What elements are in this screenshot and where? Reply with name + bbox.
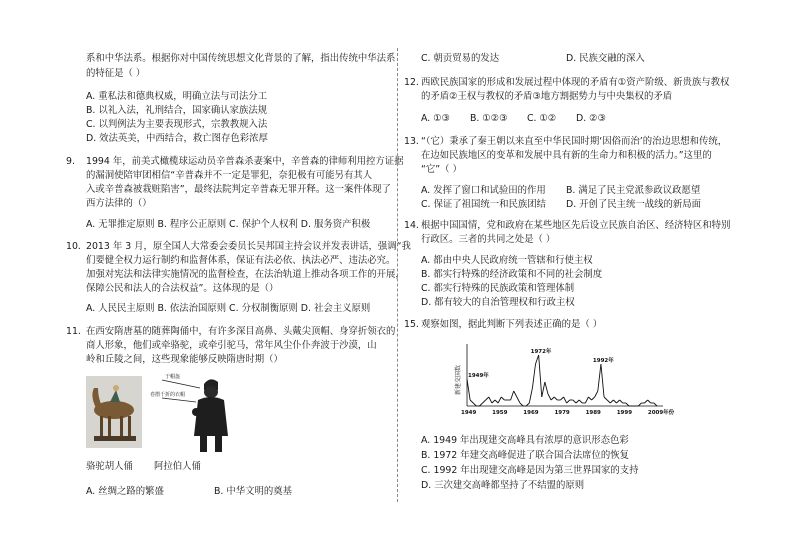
question-text: 在西安隋唐墓的随葬陶俑中，有许多深目高鼻、头戴尖顶帽、身穿折领衣的 (86, 326, 396, 337)
question-text: 西欧民族国家的形成和发展过程中体现的矛盾有①资产阶级、新贵族与教权 (421, 77, 730, 88)
series-line-segment (529, 388, 532, 403)
question-text: 岭和丘陵之间，这些现象能够反映隋唐时期（） (86, 354, 283, 365)
series-line-segment (498, 397, 501, 403)
option-b: B. 中华文明的奠基 (214, 486, 293, 497)
series-line-segment (551, 397, 554, 400)
option-c: C. 都实行特殊的民族政策和管理体制 (421, 283, 575, 294)
series-line-segment (613, 400, 616, 403)
question-text: 的矛盾②王权与教权的矛盾③地方割据势力与中央集权的矛盾 (421, 91, 673, 102)
question-text: 2013 年 3 月，原全国人大常委会委员长吴邦国主持会议并发表讲话，强调“我 (86, 241, 411, 252)
option-d: D. 开创了民主统一战线的新局面 (566, 199, 702, 210)
series-line-segment (598, 364, 601, 391)
series-line-segment (514, 391, 517, 397)
diplomatic-relations-chart (451, 340, 675, 418)
option-a: A. 1949 年出现建交高峰具有浓厚的意识形态色彩 (421, 435, 629, 446)
option-b: B. 满足了民主党派参政议政愿望 (566, 185, 701, 196)
series-line-segment (638, 403, 641, 406)
series-line-segment (470, 400, 473, 403)
option-a: A. 丝绸之路的繁盛 (86, 486, 164, 497)
question-text: 根据中国国情，党和政府在某些地区先后设立民族自治区、经济特区和特别 (421, 220, 731, 231)
peak-annotation: 1992年 (592, 358, 614, 364)
option-c: C. ①② (527, 113, 557, 124)
option-b: B. ①②③ (470, 113, 508, 124)
series-line-segment (517, 397, 520, 403)
series-line-segment (473, 403, 476, 406)
figure-caption: 骆驼胡人俑 (86, 461, 133, 472)
option-d: D. ②③ (576, 113, 606, 124)
question-options: A. 人民民主原则 B. 依法治国原则 C. 分权制衡原则 D. 社会主义原则 (86, 303, 371, 314)
series-line-segment (548, 394, 551, 400)
series-line-segment (479, 403, 482, 406)
question-text: 1994 年，前美式橄榄球运动员辛普森杀妻案中，辛普森的律师利用控方证据 (86, 156, 404, 167)
x-tick-label: 1989 (585, 410, 601, 416)
text-line: 系和中华法系。根据你对中国传统思想文化背景的了解，指出传统中华法系 (86, 53, 396, 64)
question-text: 的漏洞使陪审团相信“辛普森并不一定是罪犯，奈犯极有可能另有其人 (86, 170, 373, 181)
series-line-segment (542, 382, 545, 397)
option-d: D. 民族交融的深入 (566, 53, 645, 64)
series-line-segment (483, 400, 486, 403)
question-text: 入或辛普森被栽赃陷害”，最终法院判定辛普森无罪开释。这一案件体现了 (86, 184, 391, 195)
option-d: D. 效法英美，中西结合，救亡图存色彩浓厚 (86, 133, 268, 144)
question-text: “它”（ ） (421, 164, 462, 175)
peak-annotation: 1949年 (468, 373, 489, 379)
series-line-segment (645, 400, 648, 403)
series-line-segment (592, 397, 595, 400)
option-d: D. 三次建交高峰都坚持了不结盟的原则 (421, 480, 585, 491)
option-b: B. 都实行特殊的经济政策和不同的社会制度 (421, 269, 603, 280)
figure-label: 于帽盔 (165, 374, 181, 380)
series-line-segment (648, 400, 651, 403)
question-text: 商人形象，他们或牵骆驼，或牵引驼马，常年风尘仆仆奔波于沙漠，山 (86, 340, 377, 351)
question-number: 9. (66, 156, 75, 167)
figure-label: 卷摺千折的衣帽 (150, 392, 186, 398)
series-line-segment (560, 397, 563, 400)
question-number: 13. (404, 136, 419, 147)
series-line-segment (486, 397, 489, 400)
series-line-segment (579, 400, 582, 403)
series-line-segment (501, 397, 504, 400)
y-axis-label: 新建交国数 (455, 364, 462, 396)
series-line-segment (617, 400, 620, 403)
series-line-segment (554, 397, 557, 400)
option-a: A. 重私法和德典权威，明确立法与司法分工 (86, 91, 267, 102)
series-line-segment (539, 355, 542, 397)
question-number: 11. (66, 326, 81, 337)
series-line-segment (604, 397, 607, 400)
series-line-segment (511, 391, 514, 400)
x-tick-label: 1949 (461, 410, 477, 416)
series-line-segment (564, 397, 567, 403)
x-tick-label: 2009年份 (647, 410, 675, 416)
question-text: 们要健全权力运行制约和监督体系，保证有法必依、执法必严、违法必究。 (86, 255, 396, 266)
series-line-segment (620, 400, 623, 403)
peak-annotation: 1972年 (530, 349, 552, 355)
option-a: A. ①③ (421, 113, 451, 124)
option-b: B. 以礼入法，礼刑结合，国家确认家族法规 (86, 105, 268, 116)
option-c: C. 1992 年出现建交高峰是因为第三世界国家的支持 (421, 465, 639, 476)
figure-caption: 阿拉伯人俑 (154, 461, 201, 472)
series-line-segment (545, 382, 548, 394)
option-c: C. 以判例法为主要表现形式，宗教教规入法 (86, 119, 268, 130)
question-text: 行政区。三者的共同之处是（ ） (421, 234, 556, 245)
question-options: A. 无罪推定原则 B. 程序公正原则 C. 保护个人权利 D. 服务资产积极 (86, 219, 371, 230)
series-line-segment (467, 379, 470, 400)
question-number: 14. (404, 220, 419, 231)
series-line-segment (595, 391, 598, 397)
series-line-segment (601, 364, 604, 397)
x-tick-label: 1959 (492, 410, 508, 416)
series-line-segment (526, 403, 529, 406)
series-line-segment (495, 400, 498, 403)
series-line-segment (585, 397, 588, 403)
question-number: 12. (404, 77, 419, 88)
column-divider (397, 48, 398, 502)
question-number: 15. (404, 319, 419, 330)
series-line-segment (520, 403, 523, 406)
option-c: C. 朝贡贸易的发达 (421, 53, 500, 64)
x-tick-label: 1969 (523, 410, 539, 416)
question-text: 在边如民族地区的变革和发展中具有新的生命力和积极的活力。”这里的 (421, 150, 712, 161)
series-line-segment (489, 397, 492, 403)
question-number: 10. (66, 241, 81, 252)
question-text: 加强对宪法和法律实施情况的监督检查，在法治轨道上推动各项工作的开展， (86, 269, 405, 280)
series-line-segment (567, 400, 570, 403)
question-text: 保障公民和法人的合法权益”。这体现的是（） (86, 283, 279, 294)
series-line-segment (576, 400, 579, 403)
x-tick-label: 1979 (554, 410, 570, 416)
series-line-segment (626, 403, 629, 406)
option-c: C. 保证了祖国统一和民族团结 (421, 199, 547, 210)
text-line: 的特征是（ ） (86, 68, 146, 79)
option-a: A. 发挥了窗口和试验田的作用 (421, 185, 546, 196)
x-tick-label: 1999 (616, 410, 633, 416)
camel-figurine-image (86, 376, 142, 448)
question-text: 观察如图，据此判断下列表述正确的是（ ） (421, 319, 603, 330)
option-a: A. 都由中央人民政府统一管辖和行使主权 (421, 255, 593, 266)
series-line-segment (532, 364, 535, 388)
question-text: 西方法律的（） (86, 198, 152, 209)
series-line-segment (654, 403, 657, 406)
series-line-segment (492, 400, 495, 403)
series-line-segment (610, 400, 613, 403)
series-line-segment (536, 355, 539, 364)
option-d: D. 都有较大的自治管理权和行政主权 (421, 297, 575, 308)
option-b: B. 1972 年建交高峰促进了联合国合法席位的恢复 (421, 450, 629, 461)
series-line-segment (588, 397, 591, 400)
series-line-segment (573, 400, 576, 403)
arab-figurine-image (160, 376, 258, 456)
question-text: “（它）秉承了秦王朝以来直至中华民国时期‘因俗而治’的治边思想和传统， (421, 136, 728, 147)
series-line-segment (607, 400, 610, 403)
